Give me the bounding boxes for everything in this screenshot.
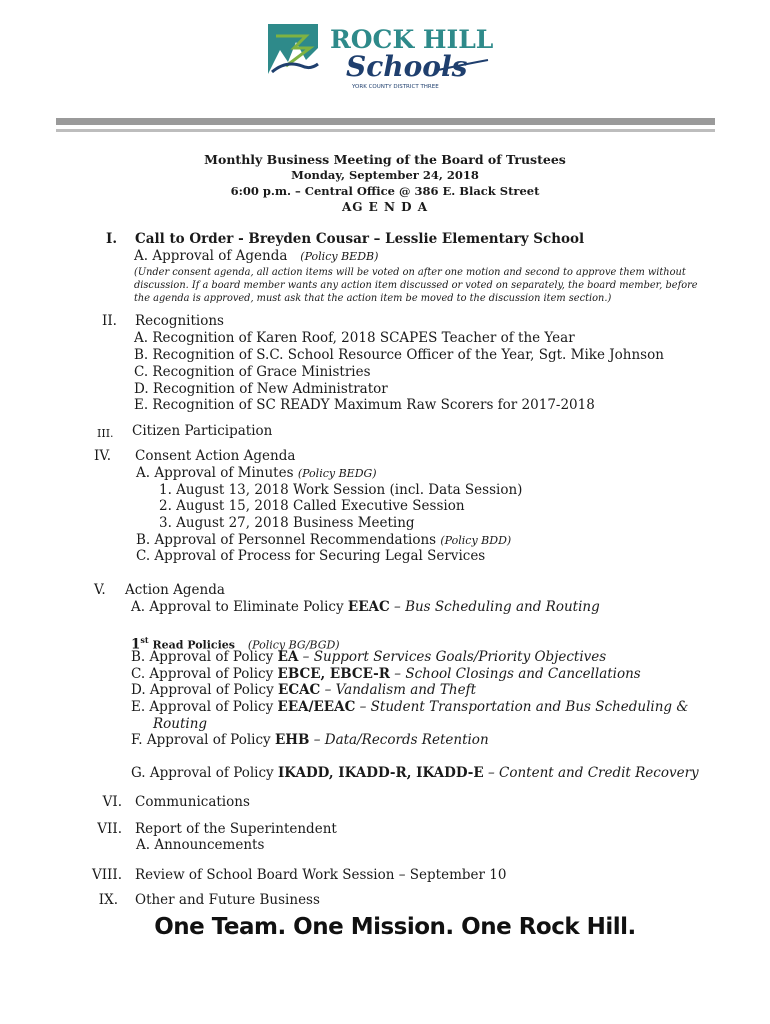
- policy-item-e-continued: Routing: [153, 716, 208, 732]
- section-6-number: VI.: [102, 794, 122, 810]
- meeting-title: Monthly Business Meeting of the Board of Trustees: [204, 152, 566, 167]
- section-3-number: III.: [97, 427, 114, 440]
- policy-item-g: G. Approval of Policy IKADD, IKADD-R, IKADD-E – Content and Credit Recovery: [131, 765, 699, 781]
- section-8-title: Review of School Board Work Session – September 10: [135, 867, 507, 883]
- rock-hill-schools-logo: [266, 20, 498, 90]
- policy-item-f: F. Approval of Policy EHB – Data/Records Retention: [131, 732, 489, 748]
- list-item: A. Recognition of Karen Roof, 2018 SCAPES Teacher of the Year: [134, 330, 575, 346]
- list-item: 2. August 15, 2018 Called Executive Session: [159, 498, 465, 514]
- section-5-number: V.: [94, 582, 106, 598]
- logo-district: YORK COUNTY DISTRICT THREE: [352, 84, 439, 90]
- approval-of-legal-services: C. Approval of Process for Securing Legal Services: [136, 548, 486, 564]
- approval-of-agenda: A. Approval of Agenda (Policy BEDB): [134, 248, 379, 264]
- policy-item-e: E. Approval of Policy EEA/EEAC – Student Transportation and Bus Scheduling &: [131, 699, 689, 715]
- section-3-title: Citizen Participation: [132, 423, 273, 439]
- meeting-date: Monday, September 24, 2018: [291, 168, 479, 182]
- policy-item-c: C. Approval of Policy EBCE, EBCE-R – School Closings and Cancellations: [131, 666, 641, 682]
- first-read-policies: 1st Read Policies (Policy BG/BGD): [131, 635, 340, 653]
- announcements: A. Announcements: [136, 837, 265, 853]
- section-4-title: Consent Action Agenda: [135, 448, 296, 464]
- section-8-number: VIII.: [91, 867, 122, 883]
- list-item: 1. August 13, 2018 Work Session (incl. Data Session): [159, 482, 523, 498]
- header-rule-thick: [56, 118, 715, 125]
- agenda-heading: AG E N D A: [341, 200, 429, 214]
- slogan: One Team. One Mission. One Rock Hill.: [154, 914, 636, 940]
- list-item: 3. August 27, 2018 Business Meeting: [159, 515, 415, 531]
- list-item: B. Recognition of S.C. School Resource Officer of the Year, Sgt. Mike Johnson: [134, 347, 664, 363]
- approval-of-minutes: A. Approval of Minutes (Policy BEDG): [136, 465, 377, 481]
- policy-item-a: A. Approval to Eliminate Policy EEAC – Bus Scheduling and Routing: [131, 599, 600, 615]
- section-5-title: Action Agenda: [125, 582, 225, 598]
- section-1-number: I.: [106, 231, 118, 247]
- section-9-title: Other and Future Business: [135, 892, 320, 908]
- section-6-title: Communications: [135, 794, 250, 810]
- logo-line2: Schools: [346, 50, 468, 83]
- section-9-number: IX.: [98, 892, 118, 908]
- policy-item-d: D. Approval of Policy ECAC – Vandalism and Theft: [131, 682, 477, 698]
- section-7-title: Report of the Superintendent: [135, 821, 337, 837]
- section-2-title: Recognitions: [135, 313, 224, 329]
- section-2-number: II.: [102, 313, 117, 329]
- list-item: D. Recognition of New Administrator: [134, 381, 388, 397]
- header-rule-thin: [56, 129, 715, 132]
- section-7-number: VII.: [97, 821, 122, 837]
- section-4-number: IV.: [94, 448, 112, 464]
- list-item: C. Recognition of Grace Ministries: [134, 364, 371, 380]
- consent-agenda-note: (Under consent agenda, all action items will be voted on after one motion and second to approve them without discussion. If a board member wants any action item discussed or voted on separately, the board member, before the agenda is approved, must ask that the action item be moved to the discussion item section.): [134, 267, 698, 304]
- policy-item-b: B. Approval of Policy EA – Support Services Goals/Priority Objectives: [131, 649, 607, 665]
- approval-of-personnel: B. Approval of Personnel Recommendations (Policy BDD): [136, 532, 512, 548]
- section-1-title: Call to Order - Breyden Cousar – Lesslie Elementary School: [135, 231, 585, 247]
- meeting-location: 6:00 p.m. – Central Office @ 386 E. Black Street: [230, 184, 540, 198]
- logo-line1: ROCK HILL: [330, 25, 494, 54]
- list-item: E. Recognition of SC READY Maximum Raw Scorers for 2017-2018: [134, 397, 595, 413]
